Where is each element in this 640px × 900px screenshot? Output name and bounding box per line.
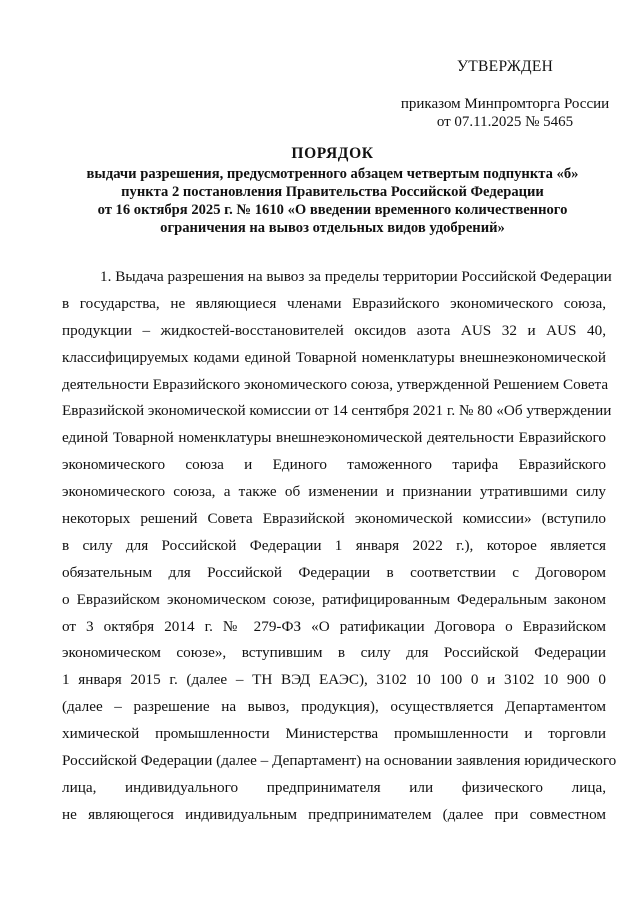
paragraph-line: обязательным для Российской Федерации в соответствии с Договором (62, 563, 606, 581)
title-line: от 16 октября 2025 г. № 1610 «О введении временного количественного (97, 202, 568, 218)
paragraph-line: экономическом союзе», вступившим в силу для Российской Федерации (62, 644, 606, 662)
paragraph-line: продукции – жидкостей-восстановителей оксидов азота AUS 32 и AUS 40, (62, 321, 606, 339)
body-text (62, 264, 617, 829)
order-reference (395, 95, 615, 131)
paragraph-line: 1. Выдача разрешения на вывоз за пределы территории Российской Федерации (100, 268, 612, 285)
paragraph-line: химической промышленности Министерства промышленности и торговли (62, 725, 606, 743)
order-reference-line: приказом Минпромторга России (400, 96, 610, 112)
paragraph-line: Евразийской экономической комиссии от 14 сентября 2021 г. № 80 «Об утверждении (62, 402, 612, 420)
paragraph-line: некоторых решений Совета Евразийской экономической комиссии» (вступило (62, 510, 606, 528)
document-title (70, 145, 595, 237)
paragraph-line: экономического союза и Единого таможенного тарифа Евразийского (62, 456, 606, 474)
approval-stamp-title: УТВЕРЖДЕН (457, 58, 554, 75)
title-line: ограничения на вывоз отдельных видов удобрений» (160, 220, 505, 236)
title-line: пункта 2 постановления Правительства Российской Федерации (121, 184, 544, 200)
paragraph-line: лица, индивидуального предпринимателя или физического лица, (62, 778, 606, 796)
paragraph-line: о Евразийском экономическом союзе, ратифицированным Федеральным законом (62, 590, 606, 608)
title-heading: ПОРЯДОК (291, 145, 374, 162)
paragraph-line: в силу для Российской Федерации 1 января 2022 г.), которое является (62, 536, 606, 554)
paragraph-line: 1 января 2015 г. (далее – ТН ВЭД ЕАЭС), 3102 10 100 0 и 3102 10 900 0 (62, 671, 606, 689)
paragraph-line: от 3 октября 2014 г. № 279-ФЗ «О ратификации Договора о Евразийском (62, 617, 606, 635)
paragraph-line: (далее – разрешение на вывоз, продукция), осуществляется Департаментом (62, 698, 606, 716)
paragraph-line: экономического союза, а также об изменении и признании утратившими силу (62, 483, 606, 501)
title-line: выдачи разрешения, предусмотренного абзацем четвертым подпункта «б» (86, 166, 579, 182)
paragraph-line: не являющегося индивидуальным предпринимателем (далее при совместном (62, 805, 606, 823)
order-reference-date: от 07.11.2025 № 5465 (436, 114, 574, 130)
paragraph-line: в государства, не являющиеся членами Евразийского экономического союза, (62, 294, 606, 312)
paragraph-line: классифицируемых кодами единой Товарной номенклатуры внешнеэкономической (62, 348, 606, 366)
paragraph-line: Российской Федерации (далее – Департамент) на основании заявления юридического (62, 752, 617, 770)
paragraph-line: деятельности Евразийского экономического союза, утвержденной Решением Совета (62, 375, 609, 393)
paragraph-line: единой Товарной номенклатуры внешнеэкономической деятельности Евразийского (62, 429, 606, 447)
